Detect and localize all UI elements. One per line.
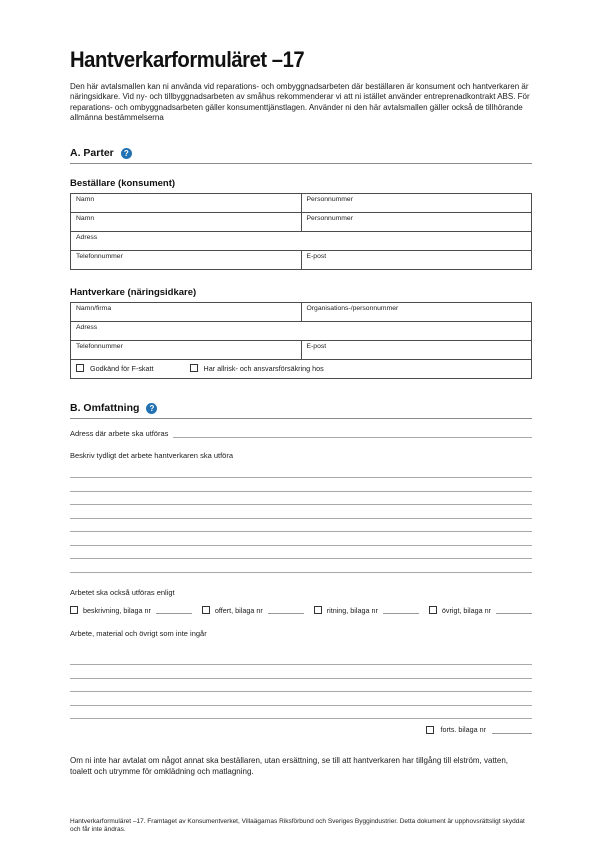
page-footer: Hantverkarformuläret –17. Framtaget av Konsumentverket, Villaägarnas Riksförbund och Sveriges Byggindustrier. Detta dokument är upphovsrättsligt skyddat och får inte ändras. — [70, 818, 525, 833]
checkbox-f-skatt[interactable] — [76, 364, 84, 372]
checkbox-f-skatt-label: Godkänd för F-skatt — [90, 363, 154, 373]
attachment-label: ritning, bilaga nr — [326, 605, 378, 615]
help-icon[interactable]: ? — [121, 148, 132, 159]
bilaga-nr-input-line[interactable] — [383, 606, 419, 614]
describe-work-label: Beskriv tydligt det arbete hantverkaren ska utföra — [70, 450, 234, 460]
help-icon[interactable]: ? — [146, 403, 157, 414]
checkbox-beskrivning[interactable] — [70, 606, 78, 614]
attachment-options-row — [70, 606, 532, 615]
page-title: Hantverkarformuläret –17 — [70, 47, 305, 72]
checkbox-forts[interactable] — [426, 726, 434, 734]
forts-label: forts. bilaga nr — [440, 725, 486, 735]
table-row — [71, 231, 532, 250]
writing-line[interactable] — [70, 665, 532, 679]
section-b-header — [70, 402, 532, 415]
writing-line[interactable] — [70, 652, 532, 666]
field-namn-2[interactable]: Namn — [71, 212, 302, 231]
not-included-lines — [70, 652, 532, 720]
attachment-label: övrigt, bilaga nr — [441, 605, 491, 615]
utilities-note: Om ni inte har avtalat om något annat ska beställaren, utan ersättning, se till att hantverkaren har tillgång till elström, vatten, toalett och utrymme för omklädning och matlagning. — [70, 756, 509, 776]
field-adress-hantverkare[interactable]: Adress — [71, 321, 532, 340]
work-address-input-line[interactable] — [173, 429, 532, 438]
bestallare-table — [70, 193, 532, 270]
forts-bilaga-nr-input-line[interactable] — [492, 726, 532, 734]
bilaga-nr-input-line[interactable] — [268, 606, 304, 614]
hantverkare-table — [70, 302, 532, 379]
attachment-label: beskrivning, bilaga nr — [83, 605, 151, 615]
field-telefonnummer-hantverkare[interactable]: Telefonnummer — [71, 340, 302, 359]
writing-line[interactable] — [70, 559, 532, 573]
field-namn-firma[interactable]: Namn/firma — [71, 302, 302, 321]
attachment-label: offert, bilaga nr — [214, 605, 263, 615]
checkbox-ovrigt[interactable] — [429, 606, 437, 614]
field-personnummer-2[interactable]: Personnummer — [301, 212, 532, 231]
table-row — [71, 250, 532, 269]
checkbox-forsakring[interactable] — [190, 364, 198, 372]
writing-line[interactable] — [70, 679, 532, 693]
writing-line[interactable] — [70, 706, 532, 720]
field-personnummer-1[interactable]: Personnummer — [301, 193, 532, 212]
table-row — [71, 321, 532, 340]
continuation-row — [70, 725, 532, 734]
hantverkare-title: Hantverkare (näringsidkare) — [70, 286, 197, 298]
intro-text: Den här avtalsmallen kan ni använda vid reparations- och ombyggnadsarbeten där beställaren är konsument och hantverkaren är näringsidkare. Vid ny- och tillbyggnadsarbeten av småhus rekommenderar vi att ni istället använder entreprenadkontrakt ABS. För reparations- och ombyggnadsarbeten gäller konsumenttjänstlagen. Använder ni den här avtalsmallen gäller också de tillhörande allmänna bestämmelserna — [70, 82, 530, 123]
describe-work-lines — [70, 465, 532, 573]
attachment-option-ovrigt — [429, 606, 532, 615]
bilaga-nr-input-line[interactable] — [496, 606, 532, 614]
field-epost[interactable]: E-post — [301, 250, 532, 269]
table-row — [71, 302, 532, 321]
checkbox-offert[interactable] — [202, 606, 210, 614]
writing-line[interactable] — [70, 492, 532, 506]
checkbox-forsakring-label: Har allrisk- och ansvarsförsäkring hos — [203, 363, 324, 373]
field-orgnummer[interactable]: Organisations-/personnummer — [301, 302, 532, 321]
attachment-option-ritning — [314, 606, 419, 615]
writing-line[interactable] — [70, 546, 532, 560]
table-row — [71, 212, 532, 231]
work-address-row — [70, 429, 532, 438]
field-namn-1[interactable]: Namn — [71, 193, 302, 212]
section-b-divider — [70, 418, 532, 419]
field-adress[interactable]: Adress — [71, 231, 532, 250]
table-row — [71, 359, 532, 378]
writing-line[interactable] — [70, 465, 532, 479]
writing-line[interactable] — [70, 478, 532, 492]
writing-line[interactable] — [70, 505, 532, 519]
writing-line[interactable] — [70, 692, 532, 706]
field-telefonnummer[interactable]: Telefonnummer — [71, 250, 302, 269]
performed-according-label: Arbetet ska också utföras enligt — [70, 587, 175, 597]
writing-line[interactable] — [70, 519, 532, 533]
attachment-option-offert — [202, 606, 304, 615]
writing-line[interactable] — [70, 532, 532, 546]
not-included-label: Arbete, material och övrigt som inte ingår — [70, 628, 207, 638]
table-row — [71, 193, 532, 212]
field-epost-hantverkare[interactable]: E-post — [301, 340, 532, 359]
checkbox-ritning[interactable] — [314, 606, 322, 614]
table-row — [71, 340, 532, 359]
section-a-header — [70, 147, 532, 160]
section-a-divider — [70, 163, 532, 164]
work-address-label: Adress där arbete ska utföras — [70, 428, 169, 438]
bestallare-title: Beställare (konsument) — [70, 177, 176, 189]
section-b-title: B. Omfattning — [70, 401, 140, 414]
bilaga-nr-input-line[interactable] — [156, 606, 192, 614]
section-a-title: A. Parter — [70, 146, 114, 159]
attachment-option-beskrivning — [70, 606, 192, 615]
